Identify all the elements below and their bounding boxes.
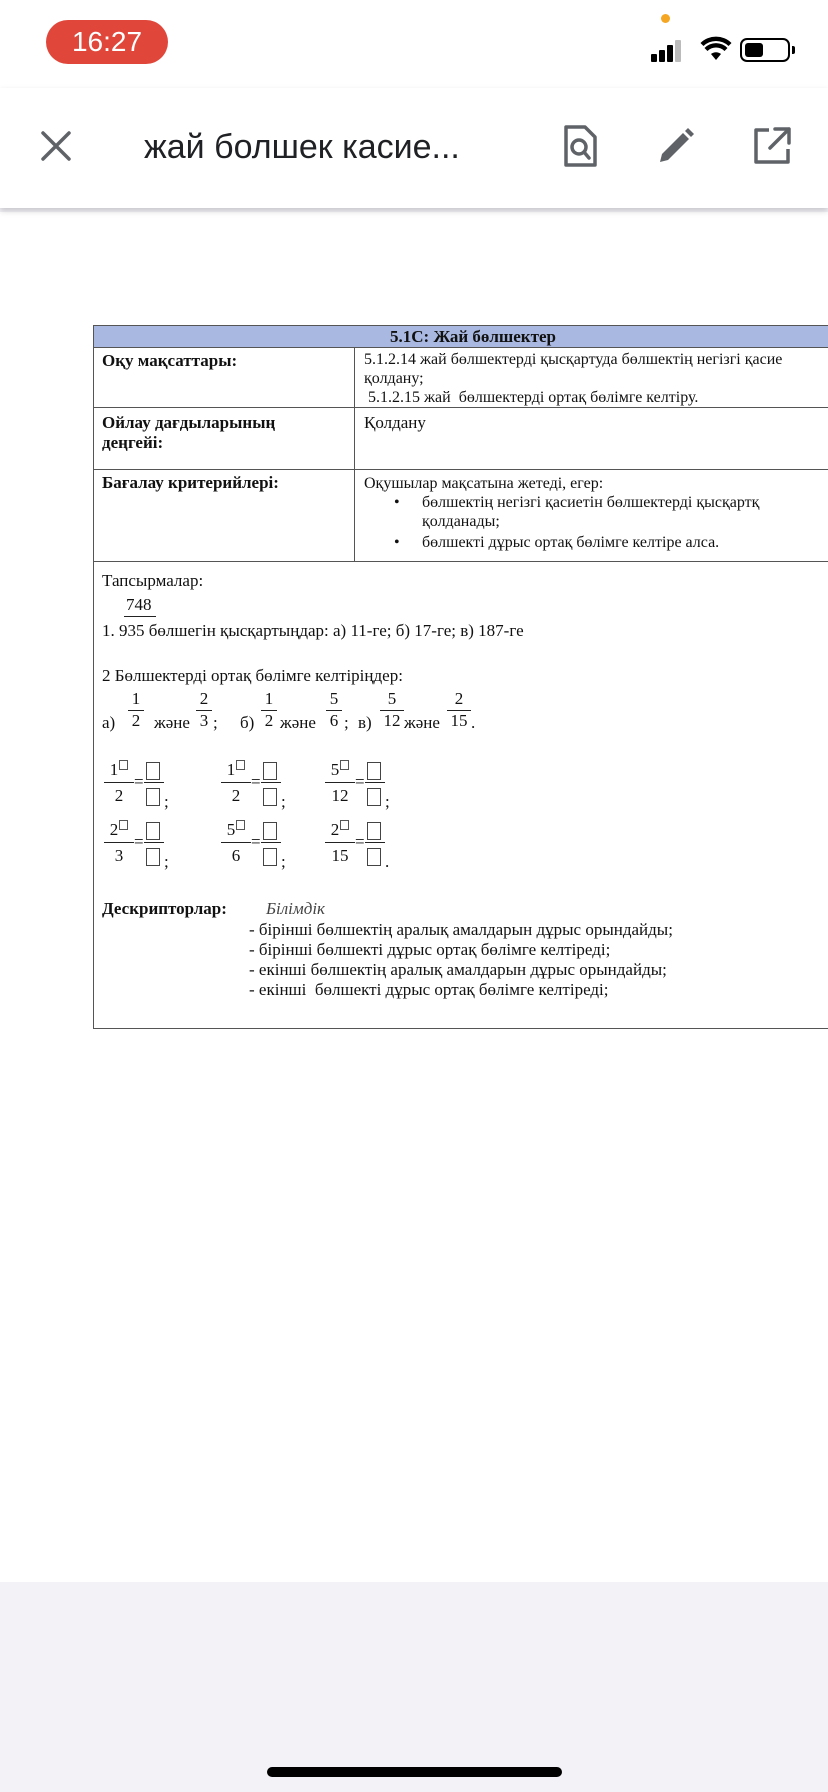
equals-sign: = [134,832,144,851]
numerator-answer-box[interactable] [263,762,277,780]
denominator-answer-box[interactable] [263,848,277,866]
equals-sign: = [251,832,261,851]
blank-box[interactable] [236,820,245,830]
criteria-intro: Оқушылар мақсатына жетеді, егер: [364,475,604,492]
punctuation: ; [385,792,390,811]
denominator: 6 [329,711,339,730]
fraction-exercise [325,760,415,816]
descriptor-item: - екінші бөлшекті дұрыс ортақ бөлімге келтіреді; [249,980,609,999]
numerator: 5 [330,760,340,779]
criteria-text: қолданады; [422,513,500,530]
period: . [471,713,476,732]
fraction-exercise [104,820,194,876]
numerator: 5 [329,689,339,708]
blank-box[interactable] [119,760,128,770]
objective-line: қолдану; [364,370,424,387]
numerator: 1 [109,760,119,779]
document-viewport[interactable] [0,212,828,1582]
row-label [102,413,275,453]
document-search-icon [562,124,598,168]
task2-text: 2 Бөлшектерді ортақ бөлімге келтіріңдер: [102,666,403,685]
tasks-heading: Тапсырмалар: [102,571,204,590]
numerator: 5 [226,820,236,839]
blank-box[interactable] [340,820,349,830]
punctuation: ; [281,792,286,811]
fraction [326,689,342,731]
battery-icon [740,38,790,62]
equals-sign: = [355,832,365,851]
denominator: 15 [450,711,468,730]
row-label: Бағалау критерийлері: [102,473,279,492]
fraction [261,689,277,731]
denominator: 3 [199,711,209,730]
task1-fraction-bar [124,616,156,617]
home-area [0,1582,828,1792]
row-value [364,350,828,407]
pencil-icon [656,126,696,166]
punctuation: ; [164,852,169,871]
criteria-bullet [364,533,828,552]
row-label-line: деңгейі: [102,433,164,452]
and-word: және [404,713,440,732]
denominator-answer-box[interactable] [263,788,277,806]
edit-button[interactable] [648,118,704,174]
table-row-objectives [94,348,828,408]
label-a: а) [102,713,116,732]
numerator: 5 [387,689,397,708]
row-label-line: Ойлау дағдыларының [102,413,276,432]
descriptor-item: - бірінші бөлшекті дұрыс ортақ бөлімге келтіреді; [249,940,611,959]
viewer-toolbar [0,88,828,208]
fraction-exercise [221,820,311,876]
punctuation: . [385,852,390,871]
battery-tip [792,46,795,54]
numerator: 1 [131,689,141,708]
punctuation: ; [164,792,169,811]
denominator: 3 [114,846,124,865]
table-title: 5.1С: Жай бөлшектер [94,326,828,348]
semicolon: ; [344,713,349,732]
descriptor-item: - бірінші бөлшектің аралық амалдарын дұрыс орындайды; [249,920,673,939]
numerator: 2 [454,689,464,708]
equals-sign: = [134,772,144,791]
find-in-document-button[interactable] [552,118,608,174]
status-time[interactable]: 16:27 [46,20,168,64]
criteria-text: • бөлшектің негізгі қасиетін бөлшектерді қысқартқ [422,494,760,511]
table-row-thinking-level [94,408,828,470]
objective-line: 5.1.2.15 жай бөлшектерді ортақ бөлімге келтіру. [364,389,699,406]
denominator: 15 [331,846,349,865]
fraction [380,689,404,731]
blank-box[interactable] [119,820,128,830]
numerator: 1 [226,760,236,779]
blank-box[interactable] [340,760,349,770]
document-title: жай болшек касие... [144,128,460,166]
criteria-bullet [364,493,828,531]
label-v: в) [358,713,372,732]
close-icon [39,129,73,163]
descriptors-type: Білімдік [266,899,326,918]
label-b: б) [240,713,255,732]
numerator: 2 [199,689,209,708]
objective-line: 5.1.2.14 жай бөлшектерді қысқартуда бөлшектің негізгі қасие [364,351,783,368]
document-page [0,212,828,1582]
cellular-signal-icon [651,38,685,62]
task1-numerator: 748 [126,595,152,614]
fraction [196,689,212,731]
denominator: 2 [131,711,141,730]
numerator: 1 [264,689,274,708]
table-row-criteria [94,470,828,562]
numerator-answer-box[interactable] [146,762,160,780]
descriptor-item: - екінші бөлшектің аралық амалдарын дұрыс орындайды; [249,960,667,979]
task1-text: 1. 935 бөлшегін қысқартыңдар: а) 11-ге; б) 17-ге; в) 187-ге [102,621,524,640]
fraction-exercise [221,760,311,816]
numerator-answer-box[interactable] [367,822,381,840]
status-bar [0,0,828,88]
fraction [447,689,471,731]
denominator-answer-box[interactable] [146,848,160,866]
numerator: 2 [109,820,119,839]
open-in-new-icon [752,126,792,166]
criteria-text: • бөлшекті дұрыс ортақ бөлімге келтіре алса. [422,534,720,551]
numerator: 2 [330,820,340,839]
row-label: Оқу мақсаттары: [102,351,238,370]
descriptors-label: Дескрипторлар: [102,899,227,918]
close-button[interactable] [28,118,84,174]
denominator-answer-box[interactable] [146,788,160,806]
denominator-answer-box[interactable] [367,848,381,866]
denominator: 2 [114,786,124,805]
denominator: 12 [331,786,349,805]
fraction-exercise [325,820,415,876]
fraction-exercise [104,760,194,816]
equals-sign: = [251,772,261,791]
home-indicator[interactable] [267,1767,562,1777]
and-word: және [280,713,316,732]
row-value [364,474,828,552]
denominator: 12 [383,711,401,730]
privacy-indicator-dot [661,14,670,23]
semicolon: ; [213,713,218,732]
numerator-answer-box[interactable] [367,762,381,780]
descriptors-list [249,920,673,1000]
and-word: және [154,713,190,732]
open-external-button[interactable] [744,118,800,174]
denominator: 6 [231,846,241,865]
denominator: 2 [231,786,241,805]
punctuation: ; [281,852,286,871]
denominator-answer-box[interactable] [367,788,381,806]
wifi-icon [700,36,732,62]
blank-box[interactable] [236,760,245,770]
numerator-answer-box[interactable] [146,822,160,840]
denominator: 2 [264,711,274,730]
numerator-answer-box[interactable] [263,822,277,840]
equals-sign: = [355,772,365,791]
fraction [128,689,144,731]
row-value: Қолдану [364,413,426,432]
